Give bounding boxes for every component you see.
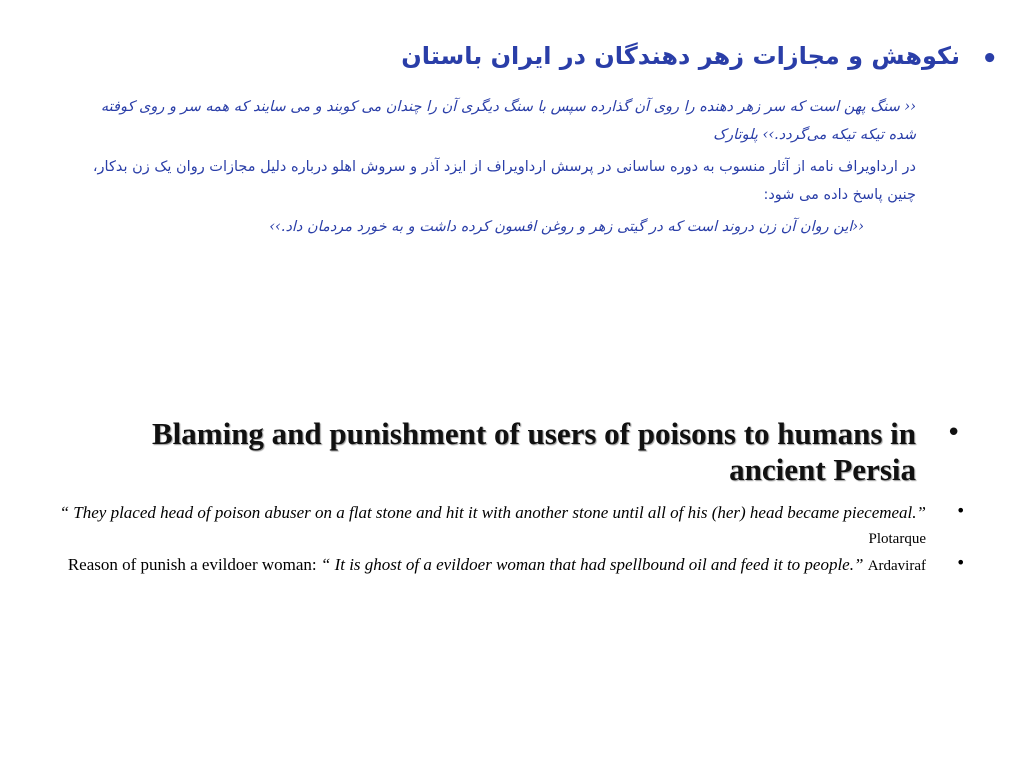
ardaviraf-lead: Reason of punish a evildoer woman:: [67, 555, 317, 574]
persian-ardaviraf-quote: ‹‹این روان آن زن دروند است که در گیتی زهر و روغن افسون کرده داشت و به خورد مردمان داد.››: [269, 219, 864, 235]
english-item-ardaviraf: [40, 552, 926, 579]
persian-ardaviraf-intro: در ارداویراف نامه از آثار منسوب به دوره ساسانی در پرسش ارداویراف از ایزد آذر و سروش اهلو درباره دلیل مجازات روان یک زن بدکار، چنین پاسخ داده می شود:: [92, 159, 916, 203]
plutarch-source: Plotarque: [868, 531, 926, 547]
english-item2-bullet: •: [956, 553, 966, 572]
english-title: Blaming and punishment of users of poisons to humans in ancient Persia: [151, 416, 916, 487]
persian-title-bullet: •: [981, 44, 998, 74]
english-title-bullet: •: [946, 418, 962, 448]
persian-title-text: نکوهش و مجازات زهر دهندگان در ایران باستان: [401, 42, 960, 70]
plutarch-quote: “ They placed head of poison abuser on a flat stone and hit it with another stone until all of his (her) head became piecemeal.”: [59, 503, 926, 522]
persian-plutarch-quote: ‹‹ سنگ پهن است که سر زهر دهنده را روی آن گذارده سپس با سنگ دیگری آن را چندان می کوبند و می سایند که همه سر و روی کوفته شده تیکه تیکه می‌گردد.›› پلوتارک: [100, 99, 916, 143]
ardaviraf-source: Ardaviraf: [867, 558, 926, 574]
ardaviraf-quote: “ It is ghost of a evildoer woman that had spellbound oil and feed it to people.”: [320, 555, 864, 574]
english-item-plutarch: [40, 500, 926, 552]
persian-title: [300, 42, 998, 74]
english-item1-bullet: •: [956, 501, 966, 520]
